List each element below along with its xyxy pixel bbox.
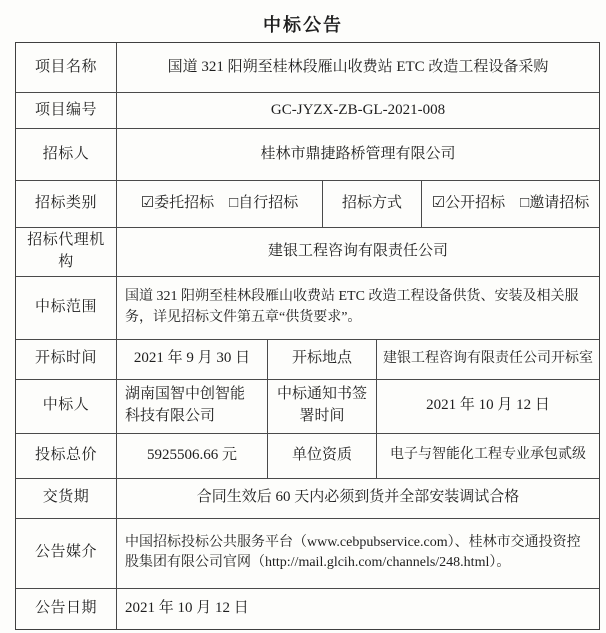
table-row	[16, 379, 599, 433]
project-number-label: 项目编号	[34, 101, 97, 118]
delivery-period-value: 合同生效后 60 天内必须到货并全部安装调试合格	[116, 479, 599, 518]
tenderer-value: 桂林市鼎捷路桥管理有限公司	[116, 129, 599, 180]
project-number-value: GC-JYZX-ZB-GL-2021-008	[116, 93, 599, 128]
announcement-media-value: 中国招标投标公共服务平台（www.cebpubservice.com）、桂林市交通投资控股集团有限公司官网（http://mail.glcih.com/channels/248.html）。	[116, 519, 599, 588]
announcement-date-value: 2021 年 10 月 12 日	[116, 589, 599, 629]
project-name-label: 项目名称	[34, 58, 97, 75]
table-row	[16, 180, 599, 227]
table-row	[16, 518, 599, 588]
award-scope-value: 国道 321 阳朔至桂林段雁山收费站 ETC 改造工程设备供货、安装及相关服务，详见招标文件第五章“供货要求”。	[116, 277, 599, 339]
bid-opening-time-label: 开标时间	[34, 350, 97, 367]
table-row	[16, 227, 599, 276]
table-row	[16, 339, 599, 379]
tender-agency-label: 招标代理机构	[27, 232, 105, 270]
delivery-period-label: 交货期	[42, 489, 90, 506]
table-row	[16, 43, 599, 92]
winning-bidder-label: 中标人	[42, 397, 90, 414]
bid-opening-time-value: 2021 年 9 月 30 日	[116, 340, 267, 379]
notice-sign-time-value: 2021 年 10 月 12 日	[376, 380, 599, 433]
total-bid-price-value: 5925506.66 元	[116, 434, 267, 478]
tender-method-checkboxes: ☑公开招标 □邀请招标	[421, 181, 599, 227]
announcement-media-label: 公告媒介	[34, 544, 97, 561]
tender-category-label: 招标类别	[34, 195, 97, 212]
announcement-date-label: 公告日期	[34, 599, 97, 616]
unit-qualification-label: 单位资质	[267, 434, 376, 478]
table-row	[16, 478, 599, 518]
award-scope-label: 中标范围	[34, 298, 97, 315]
tender-agency-value: 建银工程咨询有限责任公司	[116, 228, 599, 276]
tender-category-checkboxes: ☑委托招标 □自行招标	[116, 181, 322, 227]
page-title: 中标公告	[263, 15, 343, 35]
table-row	[16, 276, 599, 339]
project-name-value: 国道 321 阳朔至桂林段雁山收费站 ETC 改造工程设备采购	[116, 43, 599, 92]
announcement-table	[15, 42, 600, 630]
tenderer-label: 招标人	[42, 145, 90, 162]
table-row	[16, 433, 599, 478]
total-bid-price-label: 投标总价	[34, 446, 97, 463]
tender-method-label: 招标方式	[322, 181, 421, 227]
bid-opening-place-label: 开标地点	[267, 340, 376, 379]
unit-qualification-value: 电子与智能化工程专业承包贰级	[376, 434, 599, 478]
table-row	[16, 588, 599, 629]
table-row	[16, 92, 599, 128]
notice-sign-time-label: 中标通知书签署时间	[267, 380, 376, 433]
bid-opening-place-value: 建银工程咨询有限责任公司开标室	[376, 340, 599, 379]
table-row	[16, 128, 599, 180]
winning-bidder-value: 湖南国智中创智能科技有限公司	[116, 380, 267, 433]
